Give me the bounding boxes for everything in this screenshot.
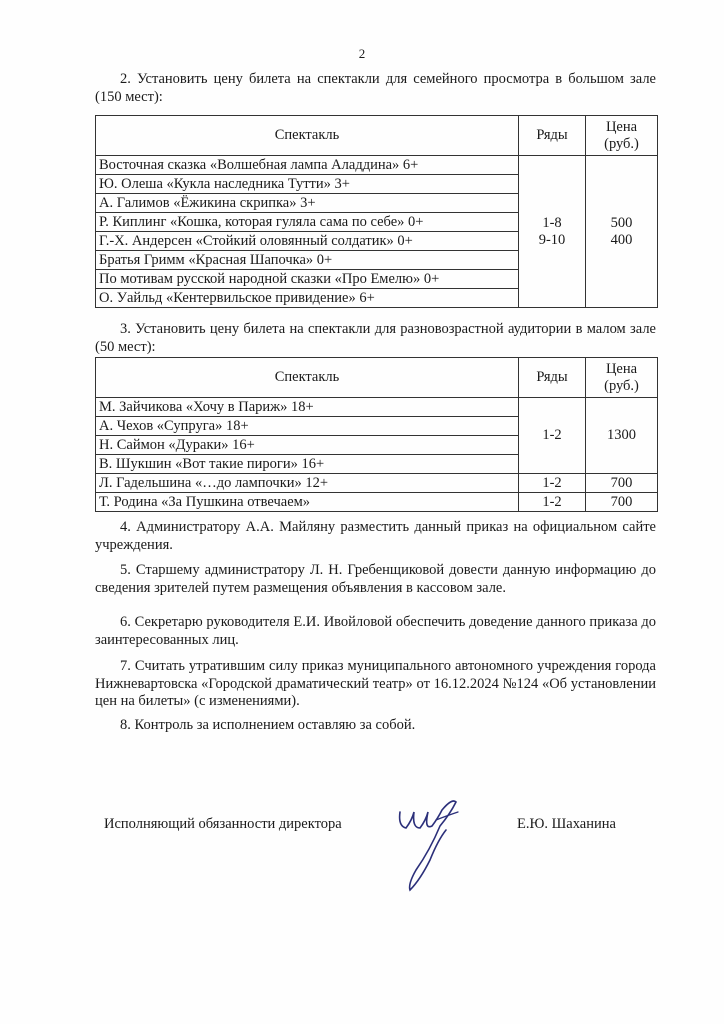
play-name: А. Чехов «Супруга» 18+ xyxy=(96,417,519,436)
table-mixed-prices xyxy=(95,357,658,512)
item-3: 3. Установить цену билета на спектакли для разновозрастной аудитории в малом зале (50 мест): xyxy=(95,321,656,355)
price-value: 700 xyxy=(586,474,658,493)
item-4: 4. Администратору А.А. Майляну разместить данный приказ на официальном сайте учреждения. xyxy=(95,519,656,553)
header-play: Спектакль xyxy=(96,116,519,156)
rows-cell xyxy=(519,156,586,308)
play-name: Р. Киплинг «Кошка, которая гуляла сама по себе» 0+ xyxy=(96,213,519,232)
item-8: 8. Контроль за исполнением оставляю за собой. xyxy=(120,717,416,733)
header-rows: Ряды xyxy=(519,116,586,156)
price-value: 700 xyxy=(586,493,658,512)
play-name: Т. Родина «За Пушкина отвечаем» xyxy=(96,493,519,512)
item-7: 7. Считать утратившим силу приказ муниципального автономного учреждения города Нижневартовска «Городской драматический театр» от 16.12.2024 №124 «Об установлении цен на билеты» (с изменениями). xyxy=(95,658,656,709)
item-2: 2. Установить цену билета на спектакли для семейного просмотра в большом зале (150 мест): xyxy=(95,71,656,105)
play-name: Братья Гримм «Красная Шапочка» 0+ xyxy=(96,251,519,270)
price-value: 1300 xyxy=(586,398,658,474)
rows-value-1: 1-8 xyxy=(542,214,562,231)
play-name: В. Шукшин «Вот такие пироги» 16+ xyxy=(96,455,519,474)
rows-value: 1-2 xyxy=(519,474,586,493)
table-family-prices xyxy=(95,115,658,308)
play-name: Ю. Олеша «Кукла наследника Тутти» 3+ xyxy=(96,175,519,194)
item-6: 6. Секретарю руководителя Е.И. Ивойловой обеспечить доведение данного приказа до заинтересованных лиц. xyxy=(95,614,656,648)
item-5: 5. Старшему администратору Л. Н. Гребенщиковой довести данную информацию до сведения зрителей путем размещения объявления в кассовом зале. xyxy=(95,562,656,596)
signatory-name: Е.Ю. Шаханина xyxy=(517,816,616,832)
handwritten-signature xyxy=(380,790,470,900)
price-value-2: 400 xyxy=(610,231,633,248)
play-name: О. Уайльд «Кентервильское привидение» 6+ xyxy=(96,289,519,308)
price-cell xyxy=(586,156,658,308)
header-play: Спектакль xyxy=(96,358,519,398)
play-name: М. Зайчикова «Хочу в Париж» 18+ xyxy=(96,398,519,417)
play-name: Восточная сказка «Волшебная лампа Аладдина» 6+ xyxy=(96,156,519,175)
header-rows: Ряды xyxy=(519,358,586,398)
signatory-position: Исполняющий обязанности директора xyxy=(104,816,342,832)
play-name: Г.-Х. Андерсен «Стойкий оловянный солдатик» 0+ xyxy=(96,232,519,251)
rows-value-2: 9-10 xyxy=(538,231,566,248)
play-name: Н. Саймон «Дураки» 16+ xyxy=(96,436,519,455)
header-price: Цена (руб.) xyxy=(586,358,658,398)
play-name: А. Галимов «Ёжикина скрипка» 3+ xyxy=(96,194,519,213)
rows-value: 1-2 xyxy=(519,398,586,474)
header-price: Цена (руб.) xyxy=(586,116,658,156)
play-name: Л. Гадельшина «…до лампочки» 12+ xyxy=(96,474,519,493)
play-name: По мотивам русской народной сказки «Про Емелю» 0+ xyxy=(96,270,519,289)
price-value-1: 500 xyxy=(610,214,633,231)
rows-value: 1-2 xyxy=(519,493,586,512)
page-number: 2 xyxy=(358,46,366,61)
